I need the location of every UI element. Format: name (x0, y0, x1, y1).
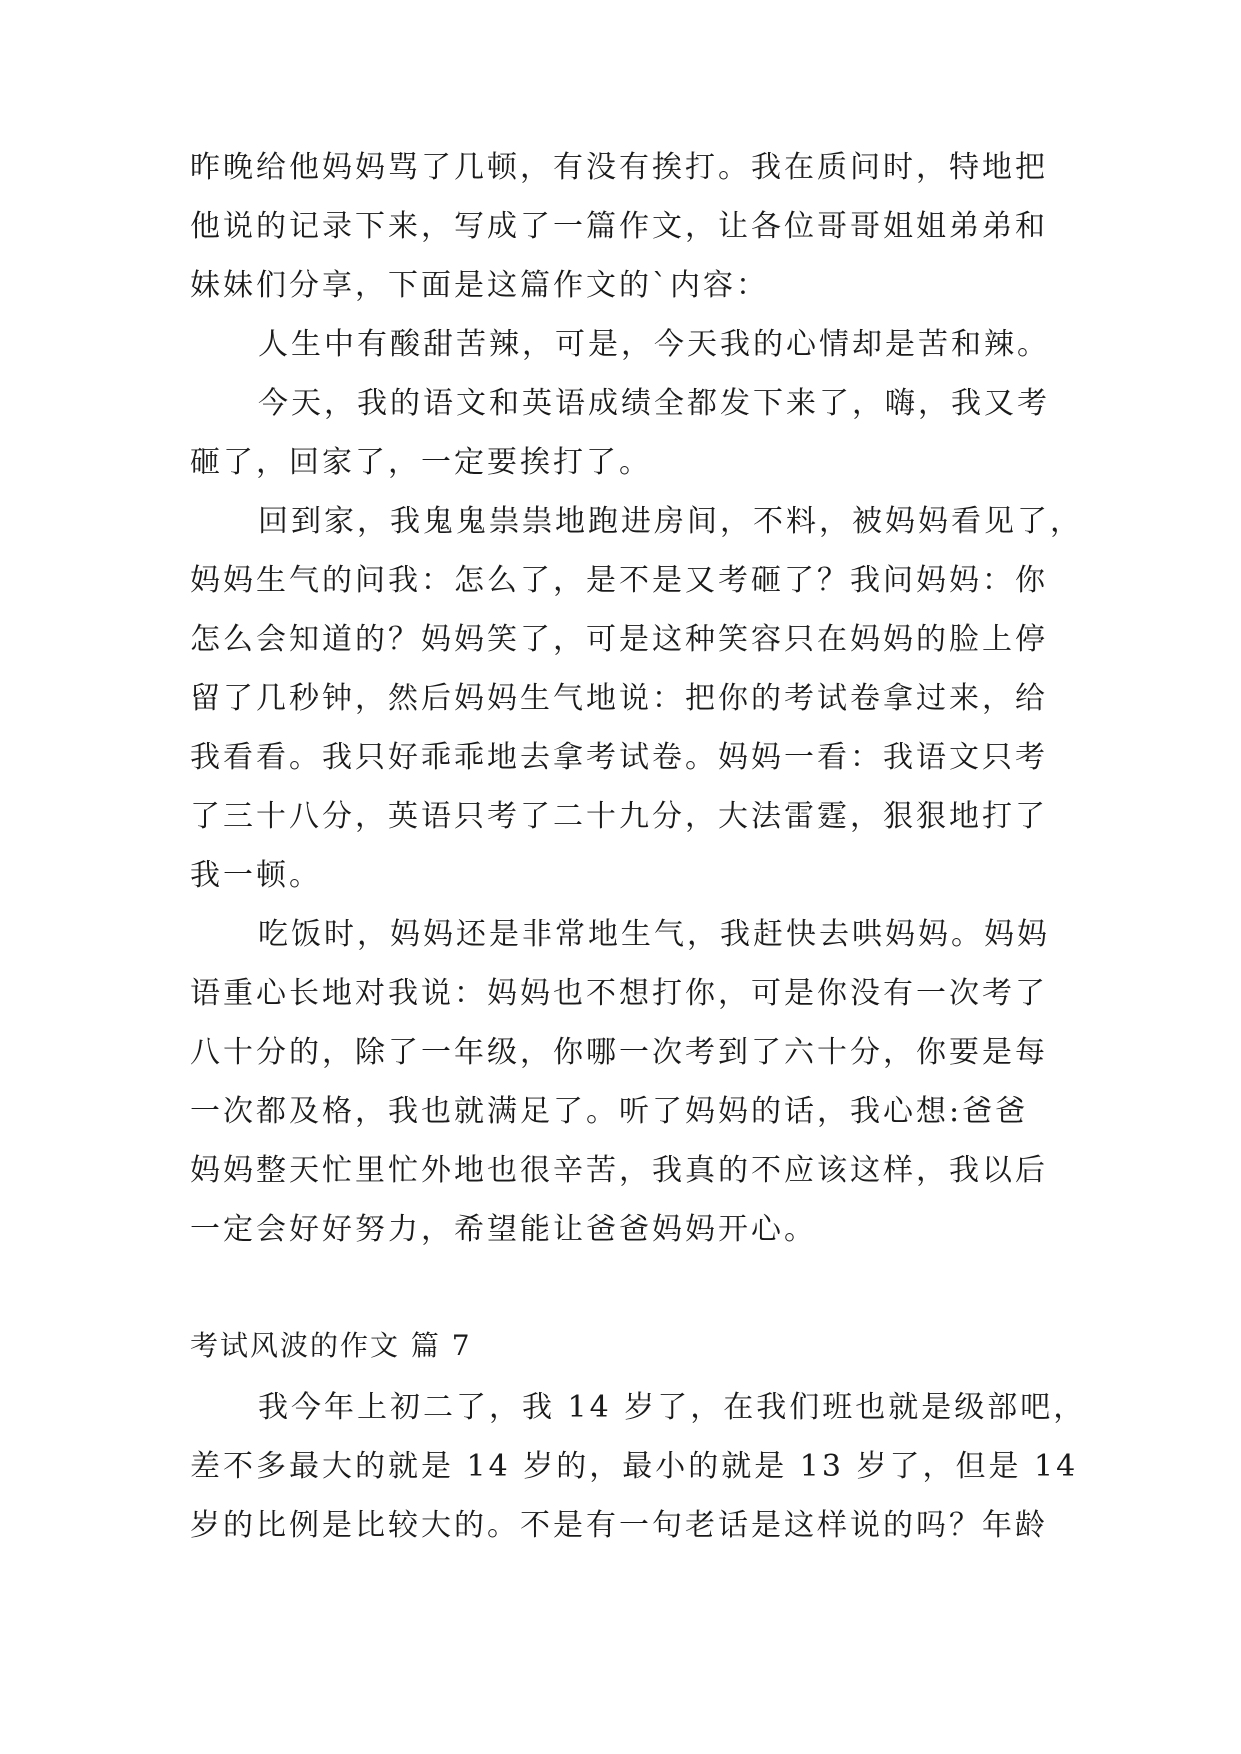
text-line: 砸了，回家了，一定要挨打了。 (190, 445, 652, 480)
essay-body-part-2 (190, 1378, 1087, 1555)
text-line: 留了几秒钟，然后妈妈生气地说：把你的考试卷拿过来，给 (190, 681, 1048, 716)
text-line: 一次都及格，我也就满足了。听了妈妈的话，我心想:爸爸 (190, 1094, 1029, 1129)
text-line: 妈妈生气的问我：怎么了，是不是又考砸了？我问妈妈：你 (190, 563, 1048, 598)
text-line: 一定会好好努力，希望能让爸爸妈妈开心。 (190, 1212, 817, 1247)
paragraph-line: 今天，我的语文和英语成绩全都发下来了，嗨，我又考 (258, 386, 1050, 421)
text-line: 他说的记录下来，写成了一篇作文，让各位哥哥姐姐弟弟和 (190, 209, 1048, 244)
text-line: 语重心长地对我说：妈妈也不想打你，可是你没有一次考了 (190, 976, 1048, 1011)
text-line: 昨晚给他妈妈骂了几顿，有没有挨打。我在质问时，特地把 (190, 150, 1048, 185)
text-line: 妈妈整天忙里忙外地也很辛苦，我真的不应该这样，我以后 (190, 1153, 1048, 1188)
text-line: 妹妹们分享，下面是这篇作文的`内容： (190, 268, 769, 303)
text-line: 了三十八分，英语只考了二十九分，大法雷霆，狠狠地打了 (190, 799, 1048, 834)
paragraph-line: 人生中有酸甜苦辣，可是，今天我的心情却是苦和辣。 (258, 327, 1050, 362)
paragraph-line: 回到家，我鬼鬼祟祟地跑进房间，不料，被妈妈看见了， (258, 504, 1083, 539)
section-heading: 考试风波的作文 篇 7 (190, 1329, 472, 1362)
text-line: 差不多最大的就是 14 岁的，最小的就是 13 岁了，但是 14 (190, 1449, 1079, 1484)
text-line: 我看看。我只好乖乖地去拿考试卷。妈妈一看：我语文只考 (190, 740, 1048, 775)
text-line: 我一顿。 (190, 858, 322, 893)
text-line: 怎么会知道的？妈妈笑了，可是这种笑容只在妈妈的脸上停 (190, 622, 1048, 657)
paragraph-line: 吃饭时，妈妈还是非常地生气，我赶快去哄妈妈。妈妈 (258, 917, 1050, 952)
text-line: 八十分的，除了一年级，你哪一次考到了六十分，你要是每 (190, 1035, 1048, 1070)
essay-body-part-1 (190, 138, 1083, 1259)
paragraph-line: 我今年上初二了，我 14 岁了，在我们班也就是级部吧， (258, 1390, 1087, 1425)
text-line: 岁的比例是比较大的。不是有一句老话是这样说的吗？年龄 (190, 1508, 1048, 1543)
